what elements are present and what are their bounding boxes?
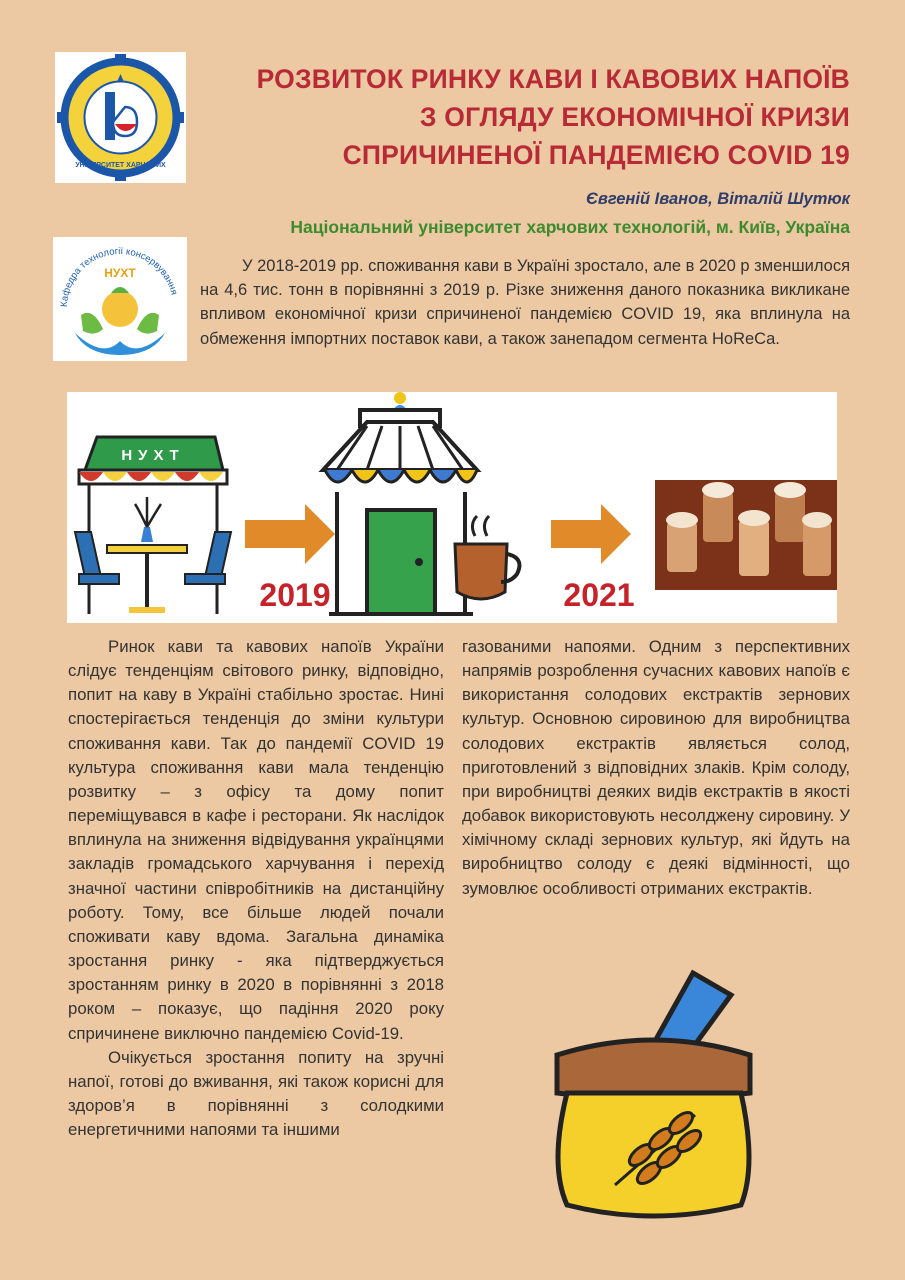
university-name: Національний університет харчових технологій, м. Київ, Україна (290, 217, 850, 237)
arrow-right-icon (551, 504, 631, 564)
text-column-right (462, 635, 850, 901)
university-logo-text: УНІВЕРСИТЕТ ХАРЧОВИХ (75, 162, 166, 169)
university-logo (55, 52, 186, 183)
title-line-3: СПРИЧИНЕНОЇ ПАНДЕМІЄЮ COVID 19 (342, 140, 850, 170)
col2-paragraph-1: газованими напоями. Одним з перспективних напрямів розроблення сучасних кавових напоїв є використання солодових екстрактів зернових культур. Основною сировиною для виробництва солодових екстрактів являється солод, приготовлений з відповідних злаків. Крім солоду, при виробництві деяких видів екстрактів в якості добавок використовують несолджену сировину. У хімічному складі зернових культур, які йдуть на виробництво солоду є деякі відмінності, що зумовлює особливості отриманих екстрактів. (462, 637, 850, 898)
banner-illustration (67, 392, 837, 623)
grain-sack-illustration (545, 965, 760, 1225)
intro-paragraph: У 2018-2019 рр. споживання кави в Україні зростало, але в 2020 р зменшилося на 4,6 тис. тонн в порівнянні з 2019 р. Різке зниження даного показника викликане впливом економічної кризи спричиненої пандемією COVID 19, яка вплинула на обмеження імпортних поставок кави, а також занепадом сегмента HoReCa. (200, 257, 850, 348)
page-title (200, 60, 850, 174)
department-logo-abbr: НУХТ (104, 266, 136, 280)
col1-paragraph-1: Ринок кави та кавових напоїв України слідує тенденціям світового ринку, відповідно, попит на каву в Україні стабільно зростає. Нині спостерігається тенденція до зміни культури споживання кави. Так до пандемії COVID 19 культура споживання кави мала тенденцію розвитку – з офісу та дому попит переміщувався в кафе і ресторани. Як наслідок вплинула на зниження відвідування українцями закладів громадського харчування і перехід значної частини співробітників на дистанційну роботу. Тому, все більше людей почали споживати каву вдома. Загальна динаміка зростання ринку - яка підтверджується зростанням ринку в 2020 в порівнянні з 2018 роком – показує, що падіння 2020 року спричинене виключно пандемією Covid-19. (68, 637, 444, 1043)
title-line-2: З ОГЛЯДУ ЕКОНОМІЧНОЇ КРИЗИ (419, 102, 850, 132)
title-line-1: РОЗВИТОК РИНКУ КАВИ І КАВОВИХ НАПОЇВ (256, 64, 850, 94)
department-logo (53, 237, 187, 361)
cafe-sign: НУХТ (121, 447, 185, 464)
transition-banner (67, 392, 837, 623)
year-2019: 2019 (259, 577, 331, 613)
authors: Євгеній Іванов, Віталій Шутюк (586, 190, 850, 208)
department-logo-arc: Кафедра технології консервування (58, 245, 180, 308)
text-column-left (68, 635, 444, 1142)
arrow-right-icon (245, 504, 335, 564)
shop-icon (323, 392, 519, 614)
coffee-drinks-photo (655, 480, 837, 590)
year-2021: 2021 (563, 577, 635, 613)
col1-paragraph-2: Очікується зростання попиту на зручні напої, готові до вживання, які також корисні для здоров’я в порівнянні з солодкими енергетичними напоями та іншими (68, 1047, 444, 1140)
